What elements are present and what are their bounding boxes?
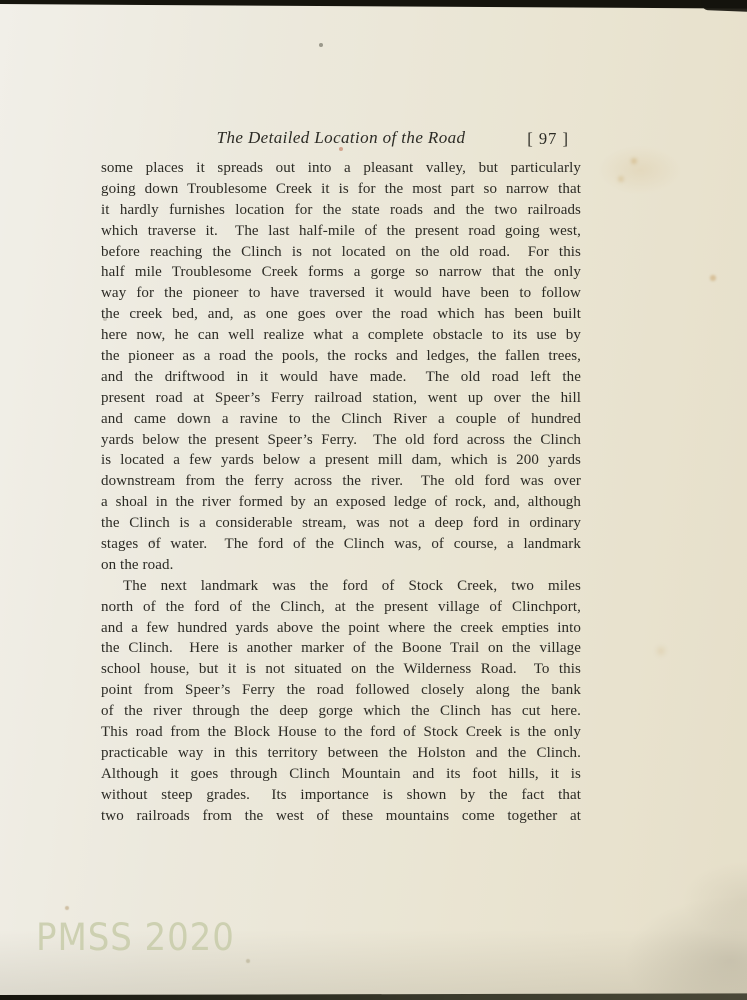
text-line: way for the pioneer to have traversed it would have been to follow [101, 285, 581, 302]
watermark: PMSS 2020 [36, 916, 235, 959]
text-line: on the road. [101, 556, 174, 573]
scan-edge-top-right [701, 0, 747, 12]
text-line: of the river through the deep gorge which the Clinch has cut here. [101, 703, 581, 720]
paragraph [101, 576, 581, 827]
text-line: north of the ford of the Clinch, at the present village of Clinchport, [101, 598, 581, 615]
text-line: the creek bed, and, as one goes over the road which has been built [101, 306, 581, 323]
text-line: The next landmark was the ford of Stock Creek, two miles [123, 577, 581, 594]
text-line: the Clinch. Here is another marker of the Boone Trail on the village [101, 640, 581, 657]
text-line: the Clinch is a considerable stream, was not a deep ford in ordinary [101, 515, 581, 532]
text-line: This road from the Block House to the ford of Stock Creek is the only [101, 724, 581, 741]
text-line: practicable way in this territory between the Holston and the Clinch. [101, 744, 581, 761]
text-line: is located a few yards below a present mill dam, which is 200 yards [101, 452, 581, 469]
text-line: going down Troublesome Creek it is for the most part so narrow that [101, 180, 581, 197]
text-line: it hardly furnishes location for the state roads and the two railroads [101, 201, 581, 218]
text-line: here now, he can well realize what a complete obstacle to its use by [101, 327, 581, 344]
text-line: and a few hundred yards above the point where the creek empties into [101, 619, 581, 636]
text-line: Although it goes through Clinch Mountain and its foot hills, it is [101, 765, 581, 782]
text-line: and the driftwood in it would have made. The old road left the [101, 368, 581, 385]
paragraph [101, 158, 581, 576]
text-line: the pioneer as a road the pools, the rocks and ledges, the fallen trees, [101, 348, 581, 365]
text-line: half mile Troublesome Creek forms a gorge so narrow that the only [101, 264, 581, 281]
scan-edge-bottom [0, 993, 747, 1000]
text-line: some places it spreads out into a pleasant valley, but particularly [101, 160, 581, 176]
text-line: which traverse it. The last half-mile of the present road going west, [101, 222, 581, 239]
text-line: and came down a ravine to the Clinch River a couple of hundred [101, 410, 581, 427]
text-line: two railroads from the west of these mountains come together at [101, 807, 581, 824]
scan-edge-top [0, 0, 747, 9]
paper-foxing-specks [0, 0, 2, 2]
text-line: point from Speer’s Ferry the road followed closely along the bank [101, 682, 581, 699]
text-line: a shoal in the river formed by an exposed ledge of rock, and, although [101, 494, 581, 511]
page-number: [ 97 ] [527, 128, 569, 148]
text-line: without steep grades. Its importance is shown by the fact that [101, 786, 581, 803]
page-body [101, 158, 581, 827]
text-line: stages of water. The ford of the Clinch was, of course, a landmark [101, 536, 581, 553]
text-line: before reaching the Clinch is not located on the old road. For this [101, 243, 581, 260]
text-line: downstream from the ferry across the river. The old ford was over [101, 473, 581, 490]
running-header [101, 128, 581, 150]
text-line: school house, but it is not situated on the Wilderness Road. To this [101, 661, 581, 678]
text-line: present road at Speer’s Ferry railroad station, went up over the hill [101, 389, 581, 406]
text-line: yards below the present Speer’s Ferry. The old ford across the Clinch [101, 431, 581, 448]
page-content [101, 128, 581, 827]
page-title: The Detailed Location of the Road [216, 128, 466, 147]
